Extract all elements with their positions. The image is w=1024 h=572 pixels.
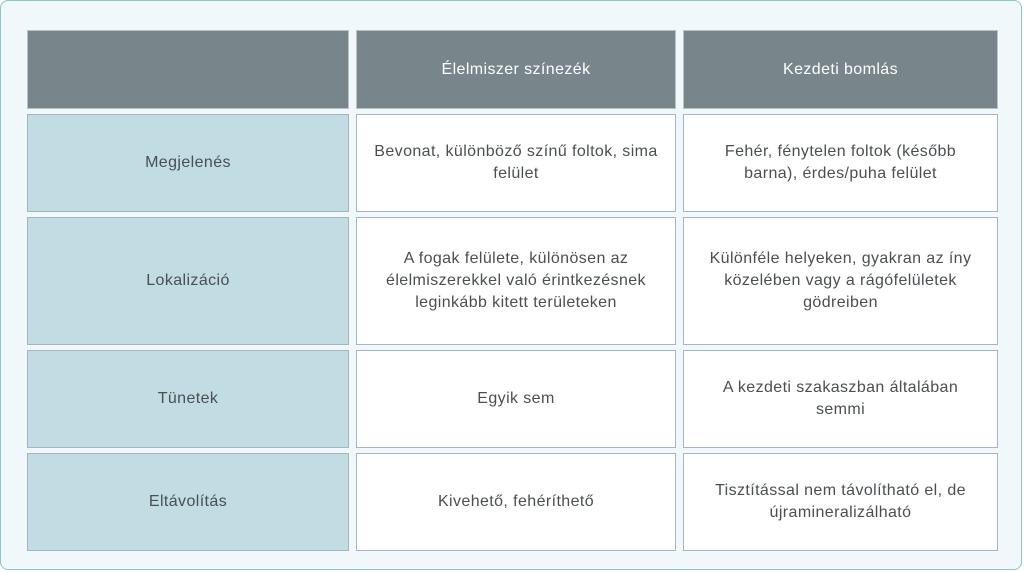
table-cell [683, 217, 998, 345]
table-header-food-coloring [356, 30, 676, 109]
cell-text: Tisztítással nem távolítható el, de újramineralizálható [715, 482, 966, 521]
cell-text: Különféle helyeken, gyakran az íny közelében vagy a rágófelületek gödreiben [709, 250, 972, 311]
table-cell [683, 114, 998, 212]
header-label-initial-decay: Kezdeti bomlás [783, 60, 898, 78]
row-header-appearance [27, 114, 349, 212]
row-label: Megjelenés [145, 154, 231, 171]
row-header-removal [27, 453, 349, 551]
row-label: Eltávolítás [148, 493, 228, 510]
row-header-localization [27, 217, 349, 345]
table-cell [356, 453, 676, 551]
row-label: Tünetek [157, 390, 219, 407]
row-label: Lokalizáció [146, 272, 230, 289]
cell-text: Bevonat, különböző színű foltok, sima felület [374, 143, 658, 182]
table-header-initial-decay [683, 30, 998, 109]
cell-text: Kivehető, fehéríthető [437, 493, 595, 510]
table-cell [356, 350, 676, 448]
table-cell [683, 453, 998, 551]
header-label-food-coloring: Élelmiszer színezék [441, 60, 591, 78]
table-header-corner [27, 30, 349, 109]
cell-text: A fogak felülete, különösen az élelmiszerekkel való érintkezésnek leginkább kitett területeken [386, 250, 646, 311]
table-cell [356, 217, 676, 345]
cell-text: A kezdeti szakaszban általában semmi [722, 379, 959, 418]
cell-text: Fehér, fénytelen foltok (később barna), érdes/puha felület [724, 143, 957, 182]
row-header-symptoms [27, 350, 349, 448]
cell-text: Egyik sem [477, 390, 555, 407]
table-cell [356, 114, 676, 212]
comparison-table [27, 30, 998, 551]
table-cell [683, 350, 998, 448]
